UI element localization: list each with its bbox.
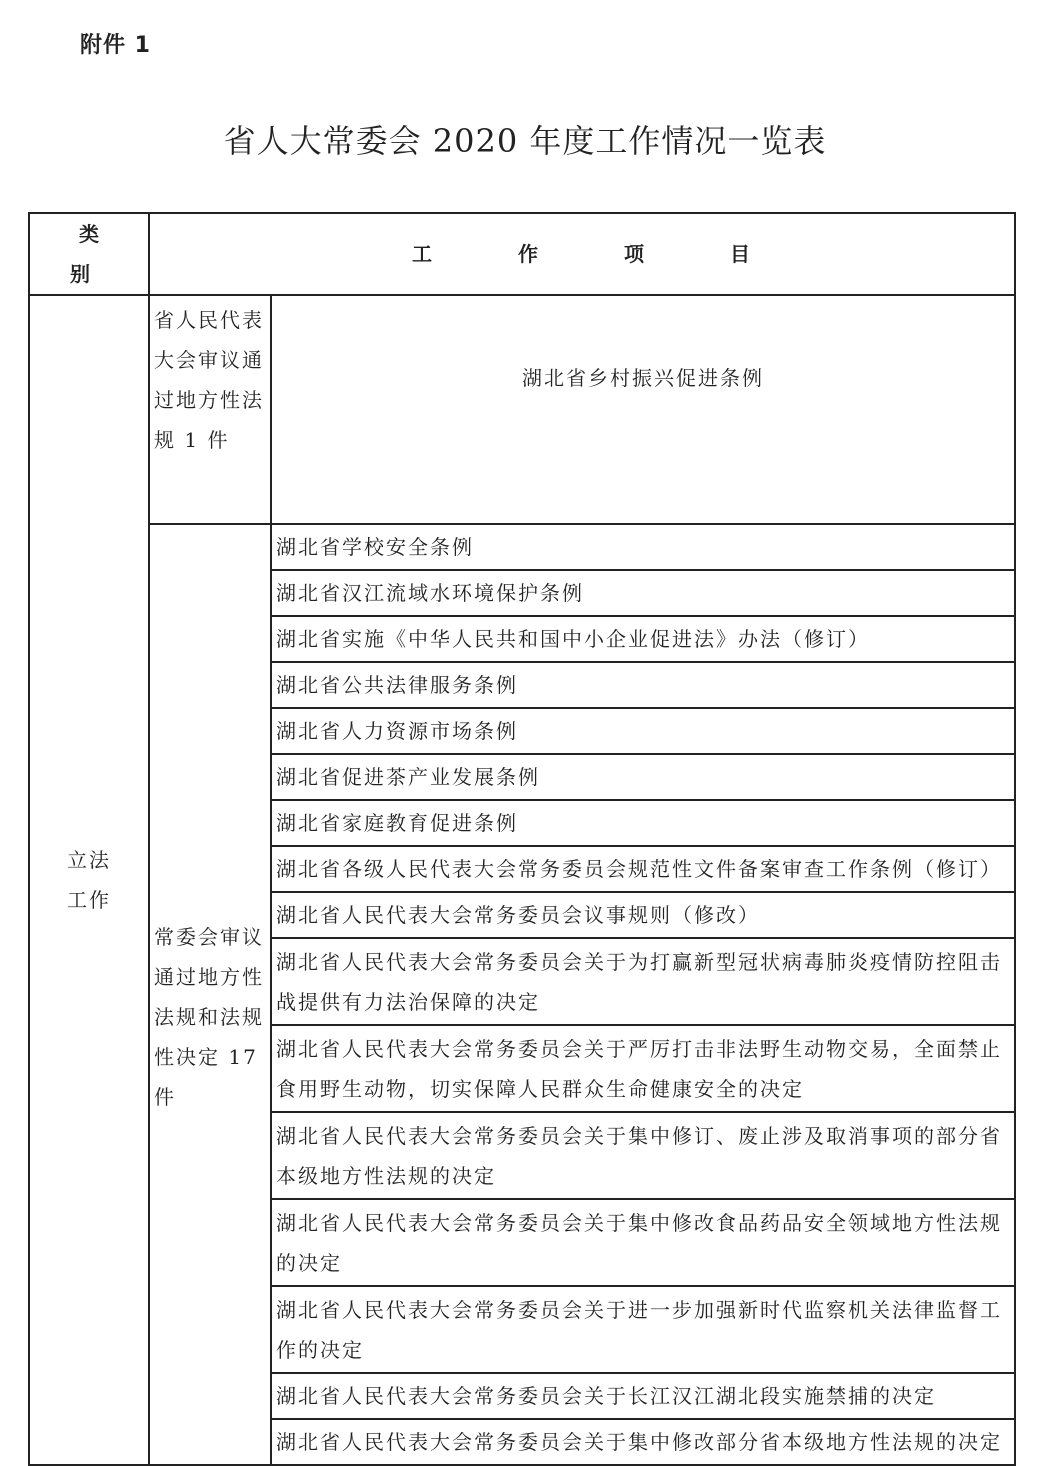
item-cell: 湖北省学校安全条例 xyxy=(271,524,1015,570)
item-cell: 湖北省人民代表大会常务委员会关于集中修订、废止涉及取消事项的部分省本级地方性法规的决定 xyxy=(271,1112,1015,1199)
subcategory-cell: 常委会审议通过地方性法规和法规性决定 17 件 xyxy=(149,524,271,1465)
item-cell: 湖北省人民代表大会常务委员会议事规则（修改） xyxy=(271,892,1015,938)
table-row xyxy=(29,524,1015,570)
header-work-items: 工 作 项 目 xyxy=(149,213,1015,295)
item-cell: 湖北省人民代表大会常务委员会关于为打赢新型冠状病毒肺炎疫情防控阻击战提供有力法治保障的决定 xyxy=(271,938,1015,1025)
item-cell: 湖北省实施《中华人民共和国中小企业促进法》办法（修订） xyxy=(271,616,1015,662)
subcategory-cell: 省人民代表大会审议通过地方性法规 1 件 xyxy=(149,295,271,524)
item-cell: 湖北省各级人民代表大会常务委员会规范性文件备案审查工作条例（修订） xyxy=(271,846,1015,892)
table-header-row xyxy=(29,213,1015,295)
item-cell: 湖北省公共法律服务条例 xyxy=(271,662,1015,708)
document-title: 省人大常委会 2020 年度工作情况一览表 xyxy=(223,122,827,160)
item-cell: 湖北省人民代表大会常务委员会关于进一步加强新时代监察机关法律监督工作的决定 xyxy=(271,1286,1015,1373)
item-cell: 湖北省人民代表大会常务委员会关于严厉打击非法野生动物交易，全面禁止食用野生动物，切实保障人民群众生命健康安全的决定 xyxy=(271,1025,1015,1112)
header-category: 类 别 xyxy=(29,213,149,295)
item-cell: 湖北省家庭教育促进条例 xyxy=(271,800,1015,846)
category-cell: 立法工作 xyxy=(29,295,149,1465)
item-cell: 湖北省促进茶产业发展条例 xyxy=(271,754,1015,800)
item-cell: 湖北省人民代表大会常务委员会关于长江汉江湖北段实施禁捕的决定 xyxy=(271,1373,1015,1419)
item-cell: 湖北省人民代表大会常务委员会关于集中修改部分省本级地方性法规的决定 xyxy=(271,1419,1015,1465)
table-row xyxy=(29,295,1015,524)
item-cell: 湖北省人民代表大会常务委员会关于集中修改食品药品安全领域地方性法规的决定 xyxy=(271,1199,1015,1286)
attachment-label: 附件 1 xyxy=(80,33,151,58)
item-cell: 湖北省人力资源市场条例 xyxy=(271,708,1015,754)
work-summary-table xyxy=(28,212,1016,1466)
item-cell: 湖北省乡村振兴促进条例 xyxy=(271,295,1015,524)
item-cell: 湖北省汉江流域水环境保护条例 xyxy=(271,570,1015,616)
